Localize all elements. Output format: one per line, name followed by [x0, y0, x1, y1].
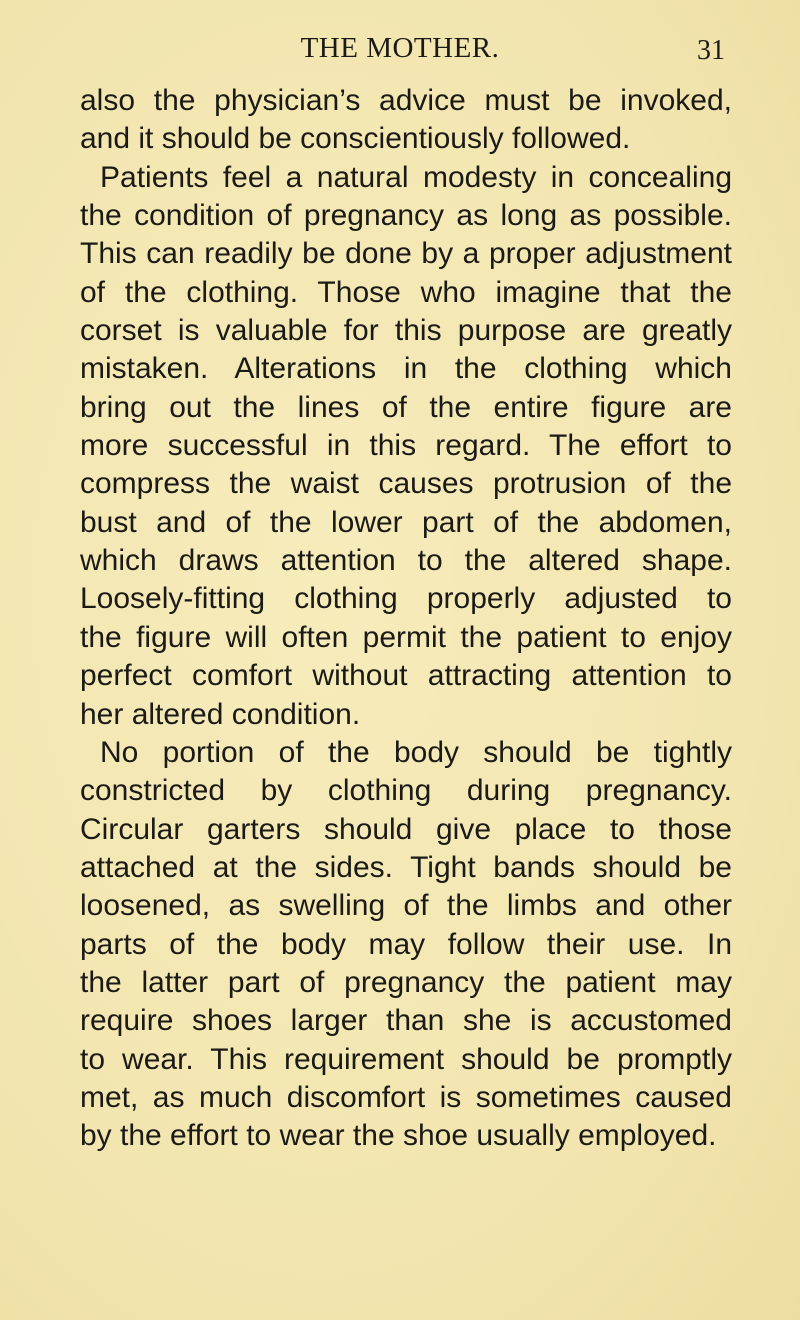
- text-line: the condition of pregnancy as long as possible.: [80, 199, 732, 233]
- text-line: to wear. This requirement should be promptly: [80, 1042, 732, 1076]
- text-line: the figure will often permit the patient to enjoy: [80, 620, 732, 654]
- text-line: Circular garters should give place to those: [80, 812, 732, 846]
- text-line: parts of the body may follow their use. In: [80, 927, 732, 961]
- text-line: require shoes larger than she is accustomed: [80, 1004, 732, 1038]
- page-number: 31: [697, 35, 725, 66]
- body-text: [80, 82, 732, 1156]
- text-line: This can readily be done by a proper adjustment: [80, 237, 732, 271]
- text-line: bring out the lines of the entire figure are: [80, 390, 732, 424]
- text-line: more successful in this regard. The effort to: [80, 429, 732, 463]
- text-line: attached at the sides. Tight bands should be: [80, 850, 732, 884]
- text-line: met, as much discomfort is sometimes caused: [80, 1080, 732, 1114]
- text-line: bust and of the lower part of the abdomen,: [80, 505, 732, 539]
- text-line: by the effort to wear the shoe usually employed.: [80, 1119, 717, 1153]
- text-line: which draws attention to the altered shape.: [80, 544, 732, 578]
- text-line: corset is valuable for this purpose are greatly: [80, 314, 732, 348]
- text-line: her altered condition.: [80, 697, 361, 731]
- text-line: loosened, as swelling of the limbs and other: [80, 889, 732, 923]
- text-line: Loosely-fitting clothing properly adjusted to: [80, 582, 732, 616]
- text-line: mistaken. Alterations in the clothing which: [80, 352, 732, 386]
- text-line: and it should be conscientiously followed.: [80, 122, 631, 156]
- running-title: THE MOTHER.: [300, 32, 500, 64]
- text-line: also the physician’s advice must be invoked,: [80, 84, 732, 117]
- page-header: [0, 32, 800, 72]
- text-line: the latter part of pregnancy the patient may: [80, 965, 732, 999]
- text-line: of the clothing. Those who imagine that the: [80, 275, 732, 309]
- text-line: No portion of the body should be tightly: [100, 735, 732, 769]
- text-line: Patients feel a natural modesty in concealing: [100, 160, 732, 194]
- text-line: perfect comfort without attracting attention to: [80, 659, 732, 693]
- text-line: constricted by clothing during pregnancy.: [80, 774, 732, 808]
- text-line: compress the waist causes protrusion of the: [80, 467, 732, 501]
